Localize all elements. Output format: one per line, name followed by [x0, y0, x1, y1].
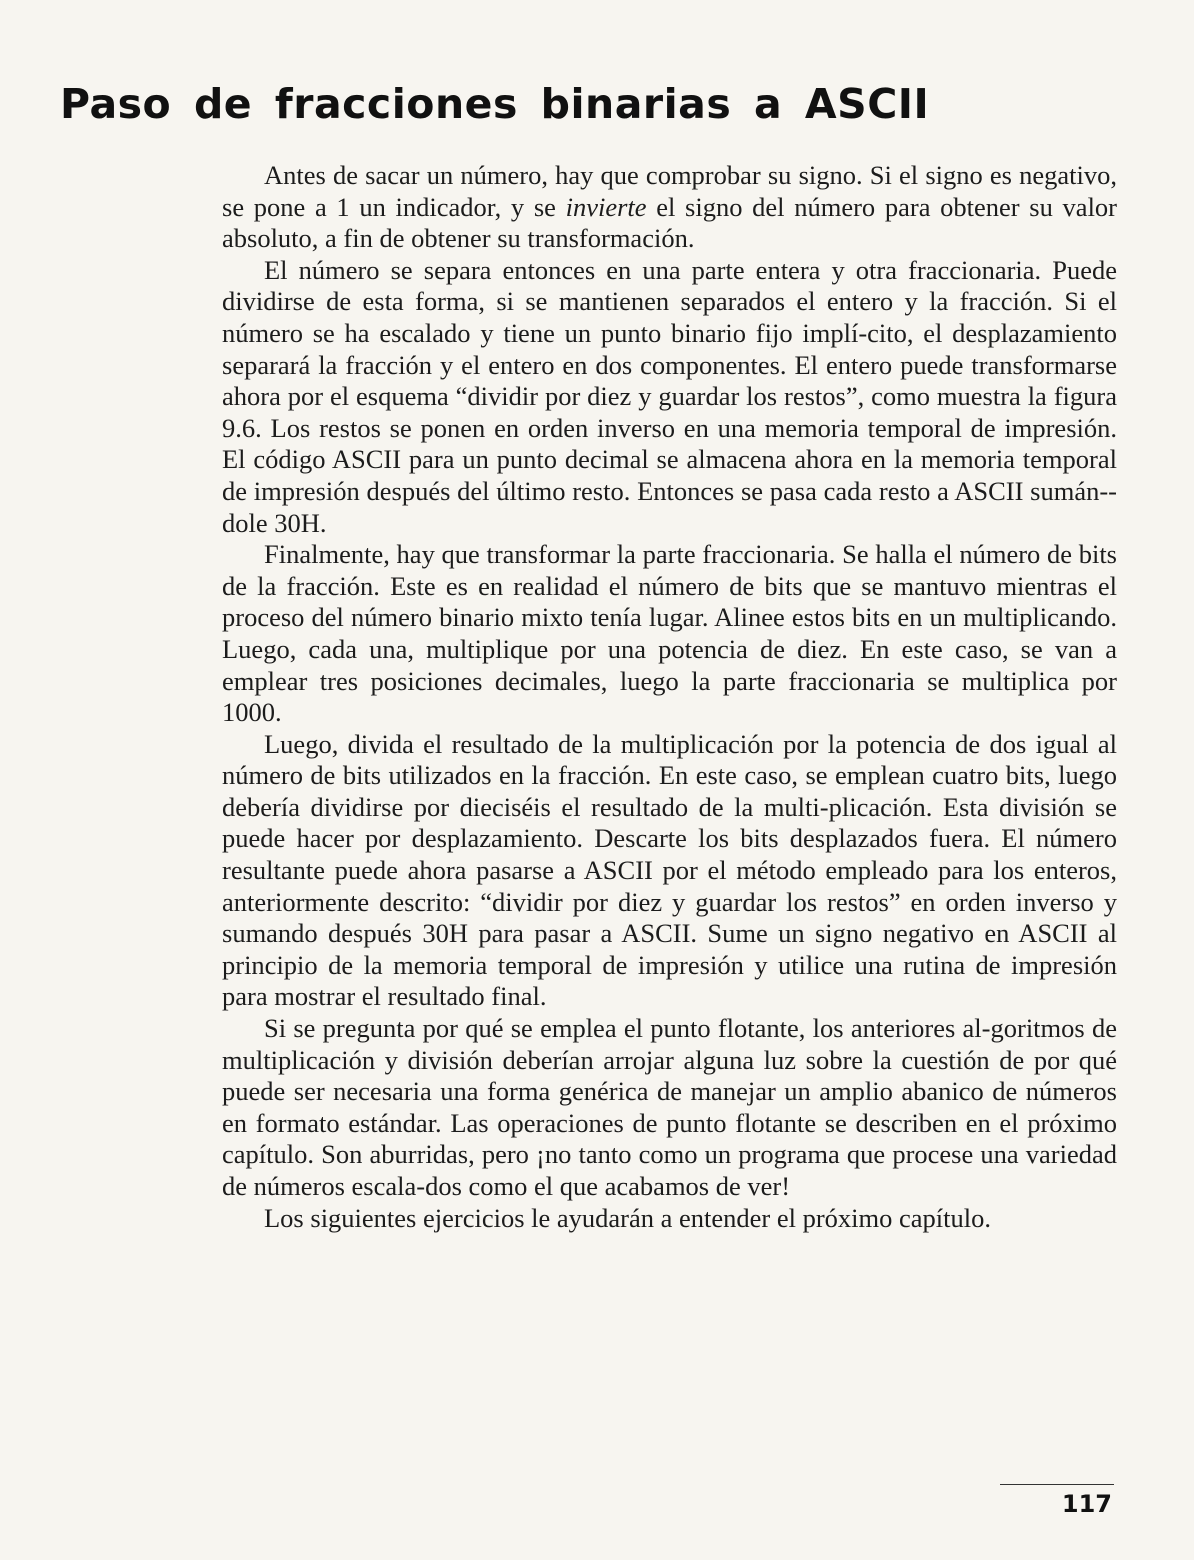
paragraph-3: Finalmente, hay que transformar la parte fraccionaria. Se halla el número de bits de la fracción. Este es en realidad el número de bits que se mantuvo mientras el proceso del número binario mixto tenía lugar. Alinee estos bits en un multiplicando. Luego, cada una, multiplique por una potencia de diez. En este caso, se van a emplear tres posiciones decimales, luego la parte fraccionaria se multiplica por 1000. [222, 539, 1117, 728]
paragraph-4: Luego, divida el resultado de la multiplicación por la potencia de dos igual al número de bits utilizados en la fracción. En este caso, se emplean cuatro bits, luego debería dividirse por dieciséis el resultado de la multi-plicación. Esta división se puede hacer por desplazamiento. Descarte los bits desplazados fuera. El número resultante puede ahora pasarse a ASCII por el método empleado para los enteros, anteriormente descrito: “dividir por diez y guardar los restos” en orden inverso y sumando después 30H para pasar a ASCII. Sume un signo negativo en ASCII al principio de la memoria temporal de impresión y utilice una rutina de impresión para mostrar el resultado final. [222, 728, 1117, 1012]
page-number-rule [1000, 1484, 1114, 1485]
section-title: Paso de fracciones binarias a ASCII [60, 80, 930, 128]
paragraph-6: Los siguientes ejercicios le ayudarán a entender el próximo capítulo. [264, 1202, 992, 1233]
paragraph-1-text-end: el signo del número para obtener su valor absoluto, a fin de obtener su transformación. [222, 191, 1117, 254]
paragraph-1-text: Antes de sacar un número, hay que comprobar su signo. Si el signo es negativo, se pone a 1 un indicador, y se [222, 160, 1117, 222]
emphasized-word: invierte [565, 191, 647, 222]
page-number: 117 [1061, 1490, 1112, 1518]
paragraph-5: Si se pregunta por qué se emplea el punto flotante, los anteriores al-goritmos de multiplicación y división deberían arrojar alguna luz sobre la cuestión de por qué puede ser necesaria una forma genérica de manejar un amplio abanico de números en formato estándar. Las operaciones de punto flotante se describen en el próximo capítulo. Son aburridas, pero ¡no tanto como un programa que procese una variedad de números escala-dos como el que acabamos de ver! [222, 1013, 1117, 1201]
paragraph-1 [222, 160, 1117, 255]
paragraph-2: El número se separa entonces en una parte entera y otra fraccionaria. Puede dividirse de esta forma, si se mantienen separados el entero y la fracción. Si el número se ha escalado y tiene un punto binario fijo implí-cito, el desplazamiento separará la fracción y el entero en dos componentes. El entero puede transformarse ahora por el esquema “dividir por diez y guardar los restos”, como muestra la figura 9.6. Los restos se ponen en orden inverso en una memoria temporal de impresión. El código ASCII para un punto decimal se almacena ahora en la memoria temporal de impresión después del último resto. Entonces se pasa cada resto a ASCII sumán-dole 30H. [222, 254, 1117, 538]
body-text [222, 160, 1117, 1234]
